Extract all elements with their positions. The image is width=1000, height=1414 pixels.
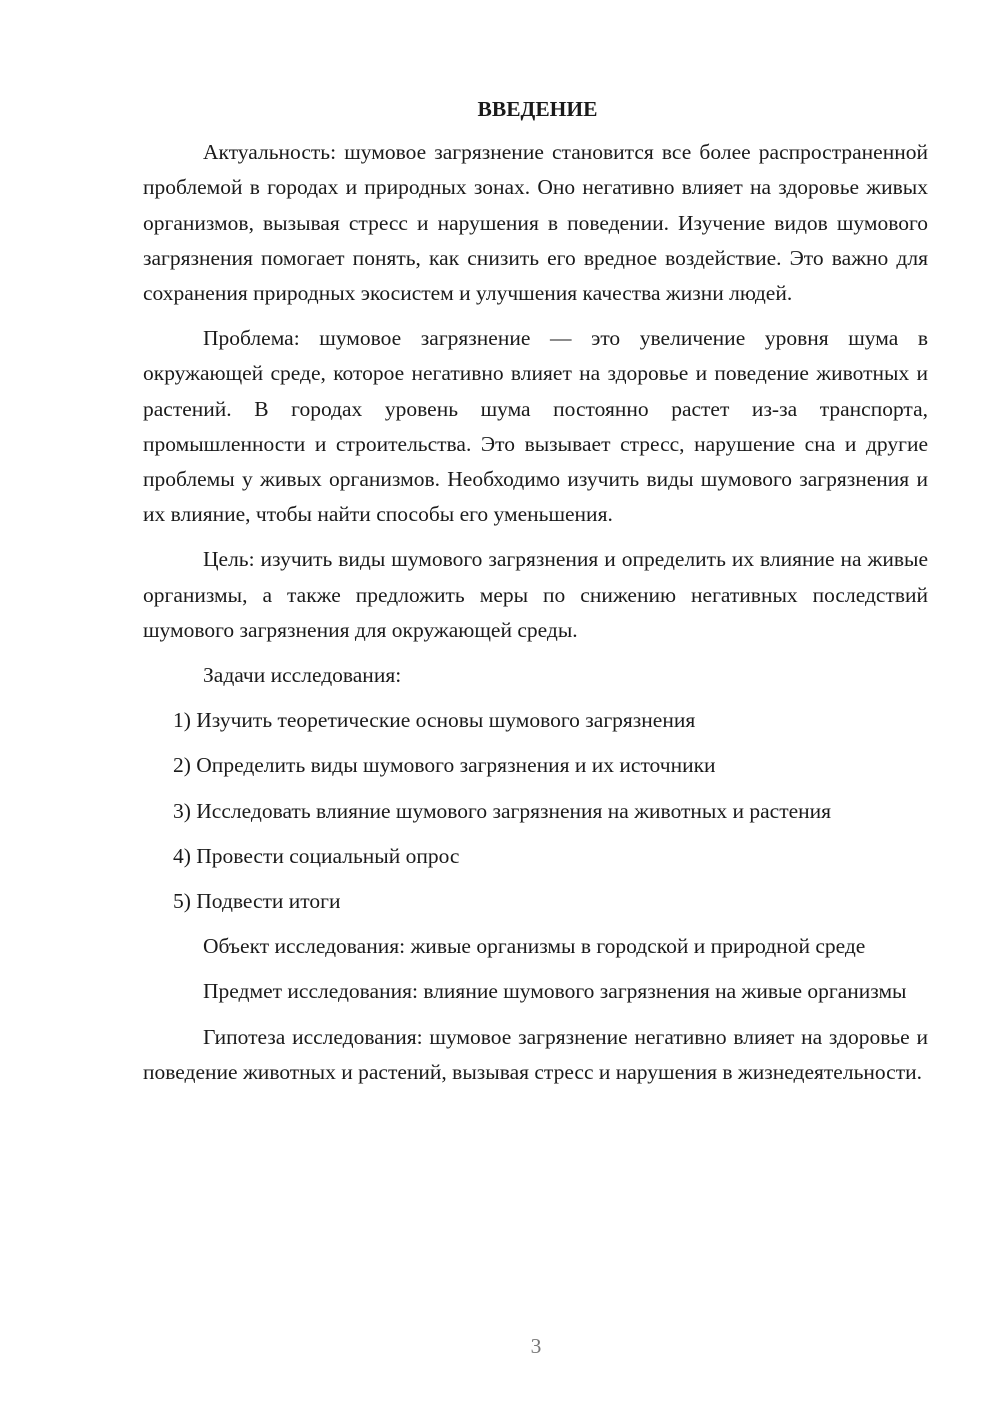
page-number: 3: [530, 1334, 542, 1358]
section-title: ВВЕДЕНИЕ: [477, 97, 598, 121]
tasks-list: [143, 703, 928, 919]
tasks-heading: Задачи исследования:: [203, 663, 402, 688]
document-page: [143, 92, 928, 1100]
task-item: 1) Изучить теоретические основы шумового загрязнения: [173, 708, 696, 733]
task-item: 3) Исследовать влияние шумового загрязнения на животных и растения: [173, 798, 832, 823]
task-item: 5) Подвести итоги: [173, 889, 341, 914]
subject-paragraph: Предмет исследования: влияние шумового загрязнения на живые организмы: [203, 979, 907, 1004]
object-paragraph: Объект исследования: живые организмы в городской и природной среде: [203, 934, 866, 959]
hypothesis-paragraph: Гипотеза исследования: шумовое загрязнение негативно влияет на здоровье и поведение животных и растений, вызывая стресс и нарушения в жизнедеятельности.: [143, 1024, 928, 1084]
problem-paragraph: Проблема: шумовое загрязнение — это увеличение уровня шума в окружающей среде, которое негативно влияет на здоровье и поведение животных и растений. В городах уровень шума постоянно растет из-за транспорта, промышленности и строительства. Это вызывает стресс, нарушение сна и другие проблемы у живых организмов. Необходимо изучить виды шумового загрязнения и их влияние, чтобы найти способы его уменьшения.: [143, 326, 928, 527]
task-item: 2) Определить виды шумового загрязнения и их источники: [173, 753, 716, 778]
relevance-paragraph: Актуальность: шумовое загрязнение становится все более распространенной проблемой в городах и природных зонах. Оно негативно влияет на здоровье живых организмов, вызывая стресс и нарушения в поведении. Изучение видов шумового загрязнения помогает понять, как снизить его вредное воздействие. Это важно для сохранения природных экосистем и улучшения качества жизни людей.: [143, 140, 928, 306]
goal-paragraph: Цель: изучить виды шумового загрязнения и определить их влияние на живые организмы, а также предложить меры по снижению негативных последствий шумового загрязнения для окружающей среды.: [143, 547, 928, 642]
task-item: 4) Провести социальный опрос: [173, 843, 460, 868]
